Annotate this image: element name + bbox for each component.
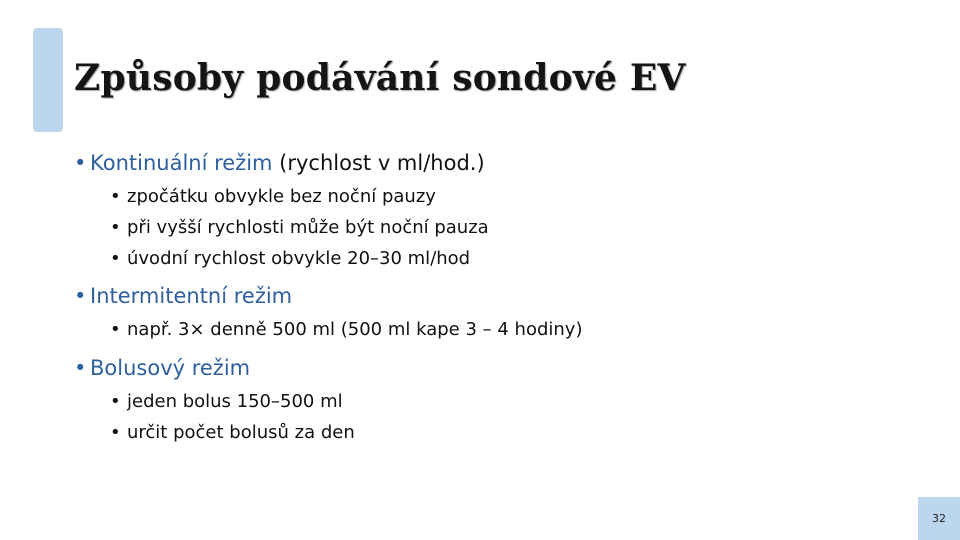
bullet-item-bolus bbox=[74, 354, 250, 382]
item-heading: Kontinuální režim bbox=[90, 151, 273, 175]
bullet-icon: • bbox=[110, 391, 121, 412]
bullet-icon: • bbox=[110, 248, 121, 269]
bullet-icon: • bbox=[110, 186, 121, 207]
bullet-item-intermittent bbox=[74, 282, 292, 310]
item-heading: Bolusový režim bbox=[90, 356, 251, 380]
sub-bullet-item bbox=[110, 317, 582, 343]
sub-item-text: zpočátku obvykle bez noční pauzy bbox=[127, 186, 436, 207]
bullet-icon: • bbox=[110, 319, 121, 340]
sub-item-text: např. 3× denně 500 ml (500 ml kape 3 – 4 hodiny) bbox=[127, 319, 583, 340]
sub-item-text: určit počet bolusů za den bbox=[127, 422, 355, 443]
page-number: 32 bbox=[918, 497, 960, 540]
bullet-item-continuous bbox=[74, 149, 485, 177]
sub-item-text: při vyšší rychlosti může být noční pauza bbox=[127, 217, 489, 238]
sub-item-text: jeden bolus 150–500 ml bbox=[127, 391, 343, 412]
bullet-icon: • bbox=[74, 284, 87, 308]
bullet-icon: • bbox=[74, 151, 87, 175]
bullet-icon: • bbox=[110, 217, 121, 238]
sub-bullet-item bbox=[110, 215, 489, 241]
item-note: (rychlost v ml/hod.) bbox=[272, 151, 485, 175]
slide-title: Způsoby podávání sondové EV bbox=[74, 57, 686, 99]
sub-bullet-item bbox=[110, 389, 343, 415]
sub-item-text: úvodní rychlost obvykle 20–30 ml/hod bbox=[127, 248, 471, 269]
bullet-icon: • bbox=[110, 422, 121, 443]
sub-bullet-item bbox=[110, 420, 355, 446]
bullet-icon: • bbox=[74, 356, 87, 380]
sub-bullet-item bbox=[110, 246, 470, 272]
sub-bullet-item bbox=[110, 184, 436, 210]
item-heading: Intermitentní režim bbox=[90, 284, 293, 308]
